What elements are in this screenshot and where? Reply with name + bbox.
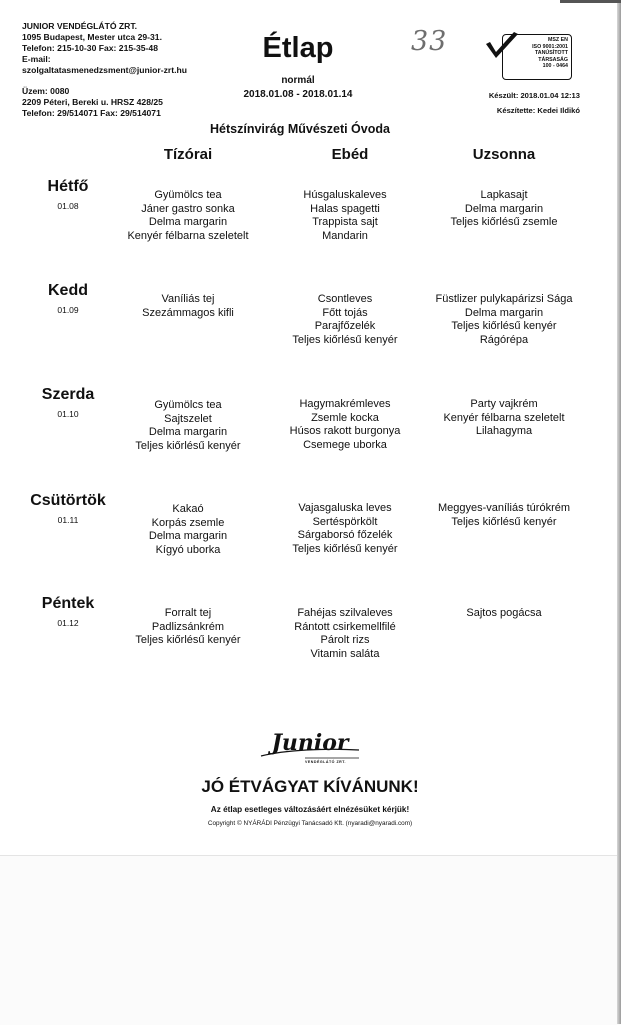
menu-item: Húsos rakott burgonya — [289, 425, 401, 438]
menu-item: Delma margarin — [464, 306, 544, 319]
menu-item: Forralt tej — [164, 607, 212, 619]
day-name: Hétfő — [47, 178, 89, 195]
menu-cell-tuesday-uzsonna — [409, 293, 599, 347]
menu-item: Party vajkrém — [470, 398, 538, 410]
menu-item: Csemege uborka — [303, 438, 387, 451]
company-phone-fax: Telefon: 215-10-30 Fax: 215-35-48 — [22, 43, 158, 53]
menu-item: Teljes kiőrlésű kenyér — [451, 515, 557, 528]
scan-top-edge — [560, 0, 621, 3]
menu-item: Delma margarin — [148, 216, 228, 229]
menu-item: Jáner gastro sonka — [141, 202, 235, 215]
certification-line: 100 - 0464 — [542, 63, 568, 70]
day-date: 01.11 — [57, 515, 79, 525]
logo-word: Junior — [271, 730, 349, 756]
day-date: 01.08 — [57, 201, 79, 211]
certification-line: MSZ EN — [547, 37, 568, 43]
certification-line: TÁRSASÁG — [538, 56, 568, 63]
menu-item: Zsemle kocka — [311, 411, 379, 424]
menu-item: Csontleves — [317, 293, 373, 305]
day-date: 01.10 — [57, 409, 79, 419]
column-header-uzsonna: Uzsonna — [472, 146, 536, 163]
menu-item: Lilahagyma — [475, 425, 533, 438]
menu-item: Kígyó uborka — [155, 543, 221, 556]
page-title: Étlap — [262, 32, 334, 64]
menu-item: Gyümölcs tea — [154, 399, 222, 411]
menu-period: 2018.01.08 - 2018.01.14 — [243, 89, 353, 100]
certification-line: TANÚSÍTOTT — [534, 50, 568, 57]
logo-subtitle: VENDÉGLÁTÓ ZRT. — [305, 760, 347, 764]
company-info — [22, 21, 187, 76]
menu-item: Húsgaluskaleves — [303, 189, 387, 201]
menu-item: Sárgaborsó főzelék — [297, 529, 393, 542]
menu-item: Padlizsánkrém — [151, 620, 225, 633]
menu-item: Meggyes-vaníliás túrókrém — [437, 502, 571, 514]
menu-item: Sertéspörkölt — [312, 515, 378, 528]
certification-line: ISO 9001:2001 — [532, 43, 568, 50]
menu-item: Vajasgaluska leves — [298, 502, 392, 514]
day-date: 01.09 — [57, 305, 79, 315]
menu-item: Mandarin — [322, 229, 368, 242]
menu-item: Párolt rizs — [320, 634, 370, 647]
certification-lines — [506, 37, 568, 70]
plant-address: 2209 Péteri, Bereki u. HRSZ 428/25 — [22, 97, 163, 107]
menu-item: Teljes kiőrlésű kenyér — [135, 634, 241, 647]
menu-item: Kenyér félbarna szeletelt — [443, 411, 565, 424]
menu-item: Főtt tojás — [322, 306, 368, 319]
copyright-notice: Copyright © NYÁRÁDI Pénzügyi Tanácsadó Kft. (nyaradi@nyaradi.com) — [207, 820, 413, 827]
menu-item: Delma margarin — [148, 530, 228, 543]
plant-id: Üzem: 0080 — [22, 86, 70, 96]
menu-variant: normál — [281, 75, 315, 86]
junior-logo — [255, 730, 365, 770]
menu-item: Delma margarin — [464, 202, 544, 215]
menu-item: Kenyér félbarna szeletelt — [127, 229, 249, 242]
menu-item: Teljes kiőrlésű kenyér — [292, 333, 398, 346]
menu-item: Fahéjas szilvaleves — [297, 607, 393, 619]
change-apology: Az étlap esetleges változásáért elnézésüket kérjük! — [210, 805, 410, 814]
menu-item: Vitamin saláta — [310, 647, 380, 660]
menu-item: Teljes kiőrlésű zsemle — [450, 216, 558, 229]
made-timestamp: Készült: 2018.01.04 12:13 — [488, 91, 580, 100]
menu-item: Füstlizer pulykapárizsi Sága — [435, 293, 573, 305]
day-name: Csütörtök — [30, 492, 106, 509]
menu-item: Szezámmagos kifli — [142, 306, 234, 319]
company-address: 1095 Budapest, Mester utca 29-31. — [22, 32, 162, 42]
scan-edge — [617, 0, 621, 1024]
menu-item: Parajfőzelék — [314, 320, 376, 333]
menu-item: Trappista sajt — [312, 216, 378, 229]
menu-item: Gyümölcs tea — [154, 189, 222, 201]
menu-item: Sajtos pogácsa — [466, 607, 542, 619]
scan-background — [0, 855, 621, 1025]
company-name: JUNIOR VENDÉGLÁTÓ ZRT. — [22, 21, 138, 31]
menu-item: Korpás zsemle — [151, 516, 225, 529]
menu-cell-wednesday-uzsonna — [409, 398, 599, 439]
handwritten-number: 33 — [411, 26, 448, 57]
menu-cell-monday-uzsonna — [409, 189, 599, 230]
menu-cell-thursday-uzsonna — [409, 502, 599, 529]
menu-item: Teljes kiőrlésű kenyér — [292, 542, 398, 555]
column-header-tizorai: Tízórai — [163, 146, 213, 163]
day-name: Kedd — [48, 282, 88, 299]
menu-item: Rágórépa — [479, 333, 529, 346]
menu-item: Vaníliás tej — [161, 293, 215, 305]
made-by: Készítette: Kedei Ildikó — [496, 106, 580, 115]
menu-item: Halas spagetti — [310, 202, 380, 215]
menu-item: Rántott csirkemellfilé — [294, 620, 396, 633]
day-name: Péntek — [41, 595, 95, 612]
company-email: szolgaltatasmenedzsment@junior-zrt.hu — [22, 65, 187, 75]
menu-item: Teljes kiőrlésű kenyér — [135, 439, 241, 452]
school-name: Hétszínvirág Művészeti Óvoda — [210, 122, 390, 136]
menu-cell-friday-uzsonna — [409, 607, 599, 621]
day-date: 01.12 — [57, 618, 79, 628]
plant-phone-fax: Telefon: 29/514071 Fax: 29/514071 — [22, 108, 161, 118]
menu-item: Hagymakrémleves — [299, 398, 391, 410]
menu-item: Delma margarin — [148, 426, 228, 439]
menu-item: Kakaó — [172, 503, 204, 515]
company-email-label: E-mail: — [22, 54, 51, 64]
column-header-ebed: Ebéd — [331, 146, 369, 163]
menu-item: Teljes kiőrlésű kenyér — [451, 320, 557, 333]
menu-item: Sajtszelet — [164, 412, 212, 425]
certification-badge — [484, 28, 572, 80]
plant-info — [22, 86, 163, 119]
menu-item: Lapkasajt — [480, 189, 528, 201]
day-name: Szerda — [41, 386, 95, 403]
closing-wish: JÓ ÉTVÁGYAT KÍVÁNUNK! — [201, 777, 419, 796]
